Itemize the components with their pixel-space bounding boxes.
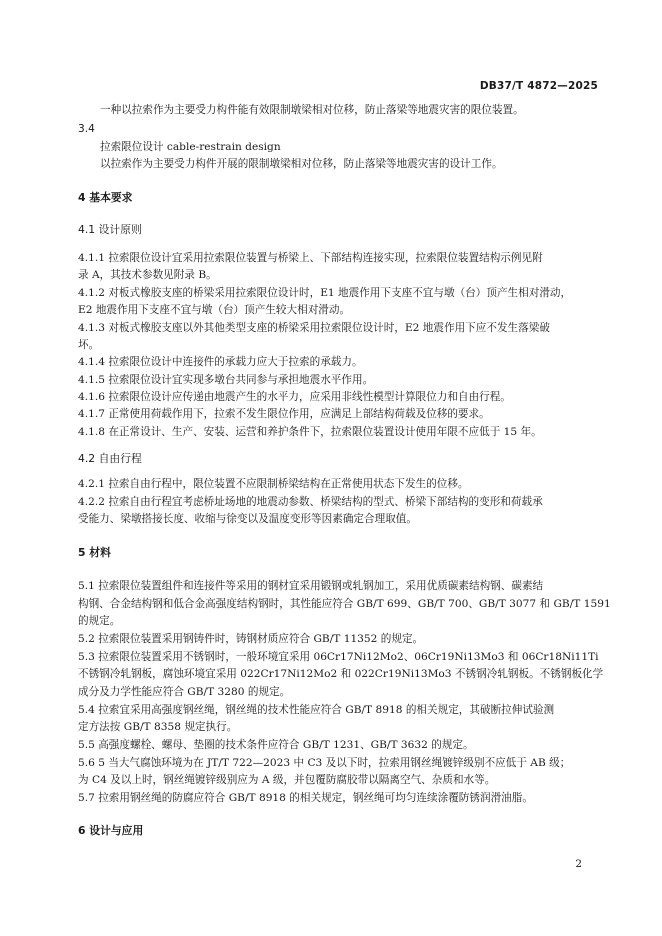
- body-line: 5.7 拉索用钢丝绳的防腐应符合 GB/T 8918 的相关规定，钢丝绳可均匀连续涂覆防锈润滑油脂。: [78, 792, 533, 804]
- body-line: 成分及力学性能应符合 GB/T 3280 的规定。: [78, 686, 291, 698]
- body-line: 5.3 拉索限位装置采用不锈钢时，一般环境宜采用 06Cr17Ni12Mo2、06Cr19Ni13Mo3 和 06Cr18Ni11Ti: [78, 651, 599, 663]
- body-line: 坏。: [78, 339, 100, 351]
- body-line: 的规定。: [78, 615, 121, 627]
- body-line: 4.1.7 正常使用荷载作用下，拉索不发生限位作用，应满足上部结构荷载及位移的要求。: [78, 408, 490, 420]
- body-line: 录 A，其技术参数见附录 B。: [78, 269, 217, 281]
- body-line: 4.1.4 拉索限位设计中连接件的承载力应大于拉索的承载力。: [78, 356, 363, 368]
- body-line: 不锈钢冷轧钢板，腐蚀环境宜采用 022Cr17Ni12Mo2 和 022Cr19Ni13Mo3 不锈钢冷轧钢板。不锈钢板化学: [78, 668, 604, 680]
- body-line: 构钢、合金结构钢和低合金高强度结构钢时，其性能应符合 GB/T 699、GB/T 700、GB/T 3077 和 GB/T 1591: [78, 598, 611, 610]
- body-line: 一种以拉索作为主要受力构件能有效限制墩梁相对位移，防止落梁等地震灾害的限位装置。: [100, 104, 524, 116]
- subsection-heading: 4.2 自由行程: [78, 452, 142, 465]
- body-line: 5.6 5 当大气腐蚀环境为在 JT/T 722—2023 中 C3 及以下时，拉索用钢丝绳镀锌级别不应低于 AB 级；: [78, 757, 571, 769]
- body-line: 4.1.5 拉索限位设计宜实现多墩台共同参与承担地震水平作用。: [78, 374, 374, 386]
- body-line: 4.1.6 拉索限位设计应传递由地震产生的水平力，应采用非线性模型计算限位力和自由行程。: [78, 391, 511, 403]
- body-line: 4.1.1 拉索限位设计宜采用拉索限位装置与桥梁上、下部结构连接实现，拉索限位装置结构示例见附: [78, 252, 543, 264]
- body-line: E2 地震作用下支座不宜与墩（台）顶产生较大相对滑动。: [78, 304, 351, 316]
- term-title: 拉索限位设计 cable-restrain design: [100, 141, 281, 153]
- body-line: 4.1.2 对板式橡胶支座的桥梁采用拉索限位设计时，E1 地震作用下支座不宜与墩（台）顶产生相对滑动，: [78, 287, 572, 299]
- body-line: 定方法按 GB/T 8358 规定执行。: [78, 721, 238, 733]
- section-heading: 5 材料: [78, 546, 111, 559]
- body-line: 4.1.8 在正常设计、生产、安装、运营和养护条件下，拉索限位装置设计使用年限不应低于 15 年。: [78, 426, 542, 438]
- body-line: 为 C4 及以上时，钢丝绳镀锌级别应为 A 级，并包覆防腐胶带以隔离空气、杂质和水等。: [78, 774, 496, 786]
- body-line: 4.2.2 拉索自由行程宜考虑桥址场地的地震动参数、桥梁结构的型式、桥梁下部结构的变形和荷载承: [78, 496, 543, 508]
- body-line: 4.1.3 对板式橡胶支座以外其他类型支座的桥梁采用拉索限位设计时，E2 地震作用下应不发生落梁破: [78, 322, 550, 334]
- page-number: 2: [575, 858, 582, 870]
- body-line: 5.4 拉索宜采用高强度钢丝绳，钢丝绳的技术性能应符合 GB/T 8918 的相关规定，其破断拉伸试验测: [78, 704, 555, 716]
- body-line: 4.2.1 拉索自由行程中，限位装置不应限制桥梁结构在正常使用状态下发生的位移。: [78, 478, 469, 490]
- body-line: 以拉索作为主要受力构件开展的限制墩梁相对位移，防止落梁等地震灾害的设计工作。: [100, 158, 503, 170]
- section-heading: 6 设计与应用: [78, 824, 144, 837]
- page-header-code: DB37/T 4872—2025: [479, 80, 598, 92]
- body-line: 受能力、梁墩搭接长度、收缩与徐变以及温度变形等因素确定合理取值。: [78, 513, 417, 525]
- section-heading: 4 基本要求: [78, 191, 133, 204]
- body-line: 5.1 拉索限位装置组件和连接件等采用的钢材宜采用锻钢或轧钢加工，采用优质碳素结构钢、碳素结: [78, 580, 544, 592]
- body-line: 5.2 拉索限位装置采用钢铸件时，铸钢材质应符合 GB/T 11352 的规定。: [78, 633, 424, 645]
- subsection-heading: 4.1 设计原则: [78, 223, 142, 236]
- body-line: 5.5 高强度螺栓、螺母、垫圈的技术条件应符合 GB/T 1231、GB/T 3632 的规定。: [78, 739, 474, 751]
- clause-number: 3.4: [78, 123, 95, 135]
